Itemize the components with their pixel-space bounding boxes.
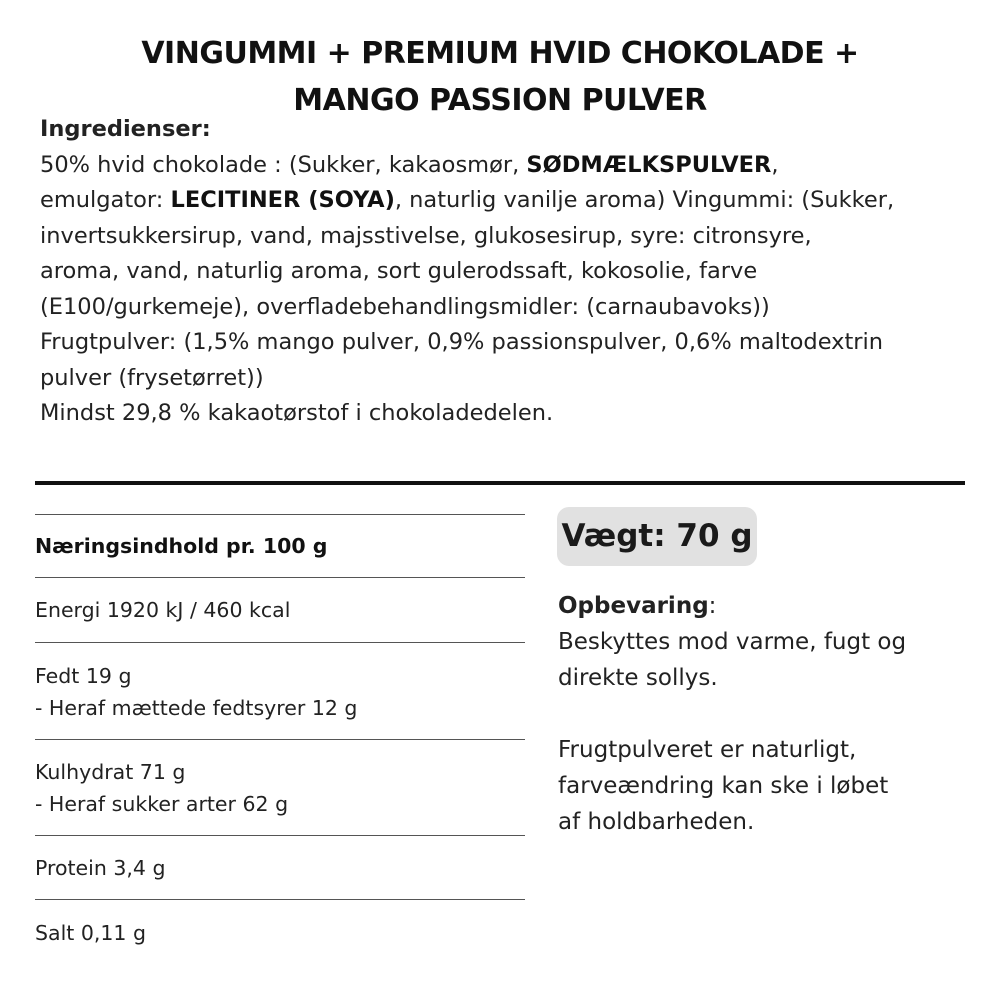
ingredients-text: emulgator: bbox=[40, 187, 171, 213]
table-rule bbox=[35, 514, 525, 515]
ingredients-heading: Ingredienser: bbox=[40, 116, 211, 142]
fruit-powder-note: farveændring kan ske i løbet bbox=[558, 773, 889, 799]
nutrition-row-protein: Protein 3,4 g bbox=[35, 856, 166, 880]
nutrition-saturated-fat: - Heraf mættede fedtsyrer 12 g bbox=[35, 696, 358, 720]
storage-section bbox=[558, 588, 978, 840]
ingredients-line-4: aroma, vand, naturlig aroma, sort gulerodssaft, kokosolie, farve bbox=[40, 258, 758, 284]
nutrition-sugars: - Heraf sukker arter 62 g bbox=[35, 792, 289, 816]
storage-heading-line bbox=[558, 588, 978, 624]
nutrition-fat: Fedt 19 g bbox=[35, 664, 132, 688]
ingredients-section bbox=[40, 112, 970, 432]
table-rule bbox=[35, 835, 525, 836]
ingredients-line-1 bbox=[40, 148, 970, 184]
storage-heading: Opbevaring bbox=[558, 593, 709, 619]
paragraph-gap bbox=[558, 696, 978, 732]
table-rule bbox=[35, 642, 525, 643]
ingredients-text: , naturlig vanilje aroma) Vingummi: (Sukker, bbox=[394, 187, 895, 213]
ingredients-line-3: invertsukkersirup, vand, majsstivelse, glukosesirup, syre: citronsyre, bbox=[40, 222, 812, 249]
ingredients-line-8: Mindst 29,8 % kakaotørstof i chokoladedelen. bbox=[40, 400, 554, 426]
ingredients-line-2 bbox=[40, 183, 970, 219]
nutrition-carbohydrate: Kulhydrat 71 g bbox=[35, 760, 186, 784]
ingredients-line-7: pulver (frysetørret)) bbox=[40, 364, 264, 391]
allergen-milk-powder: SØDMÆLKSPULVER bbox=[526, 151, 772, 178]
ingredients-text: , bbox=[771, 151, 779, 178]
product-title-line-2: MANGO PASSION PULVER bbox=[293, 83, 707, 118]
table-rule bbox=[35, 739, 525, 740]
nutrition-row-salt: Salt 0,11 g bbox=[35, 921, 146, 945]
nutrition-row-fat bbox=[35, 660, 525, 724]
section-divider bbox=[35, 481, 965, 485]
weight-badge: Vægt: 70 g bbox=[557, 507, 757, 566]
product-title-line-1: VINGUMMI + PREMIUM HVID CHOKOLADE + bbox=[141, 36, 859, 71]
storage-heading-colon: : bbox=[708, 593, 717, 619]
nutrition-row-carbs bbox=[35, 756, 525, 820]
ingredients-text: 50% hvid chokolade : (Sukker, kakaosmør, bbox=[40, 151, 527, 178]
fruit-powder-note: af holdbarheden. bbox=[558, 809, 755, 835]
product-title bbox=[0, 30, 1000, 124]
ingredients-line-6: Frugtpulver: (1,5% mango pulver, 0,9% passionspulver, 0,6% maltodextrin bbox=[40, 329, 884, 355]
ingredients-line-5: (E100/gurkemeje), overfladebehandlingsmidler: (carnaubavoks)) bbox=[40, 293, 770, 320]
table-rule bbox=[35, 577, 525, 578]
storage-text: Beskyttes mod varme, fugt og bbox=[558, 629, 907, 655]
table-rule bbox=[35, 899, 525, 900]
nutrition-row-energy: Energi 1920 kJ / 460 kcal bbox=[35, 598, 291, 622]
nutrition-heading: Næringsindhold pr. 100 g bbox=[35, 534, 328, 558]
fruit-powder-note: Frugtpulveret er naturligt, bbox=[558, 737, 857, 763]
storage-text: direkte sollys. bbox=[558, 665, 718, 691]
allergen-soy-lecithin: LECITINER (SOYA) bbox=[170, 187, 395, 213]
